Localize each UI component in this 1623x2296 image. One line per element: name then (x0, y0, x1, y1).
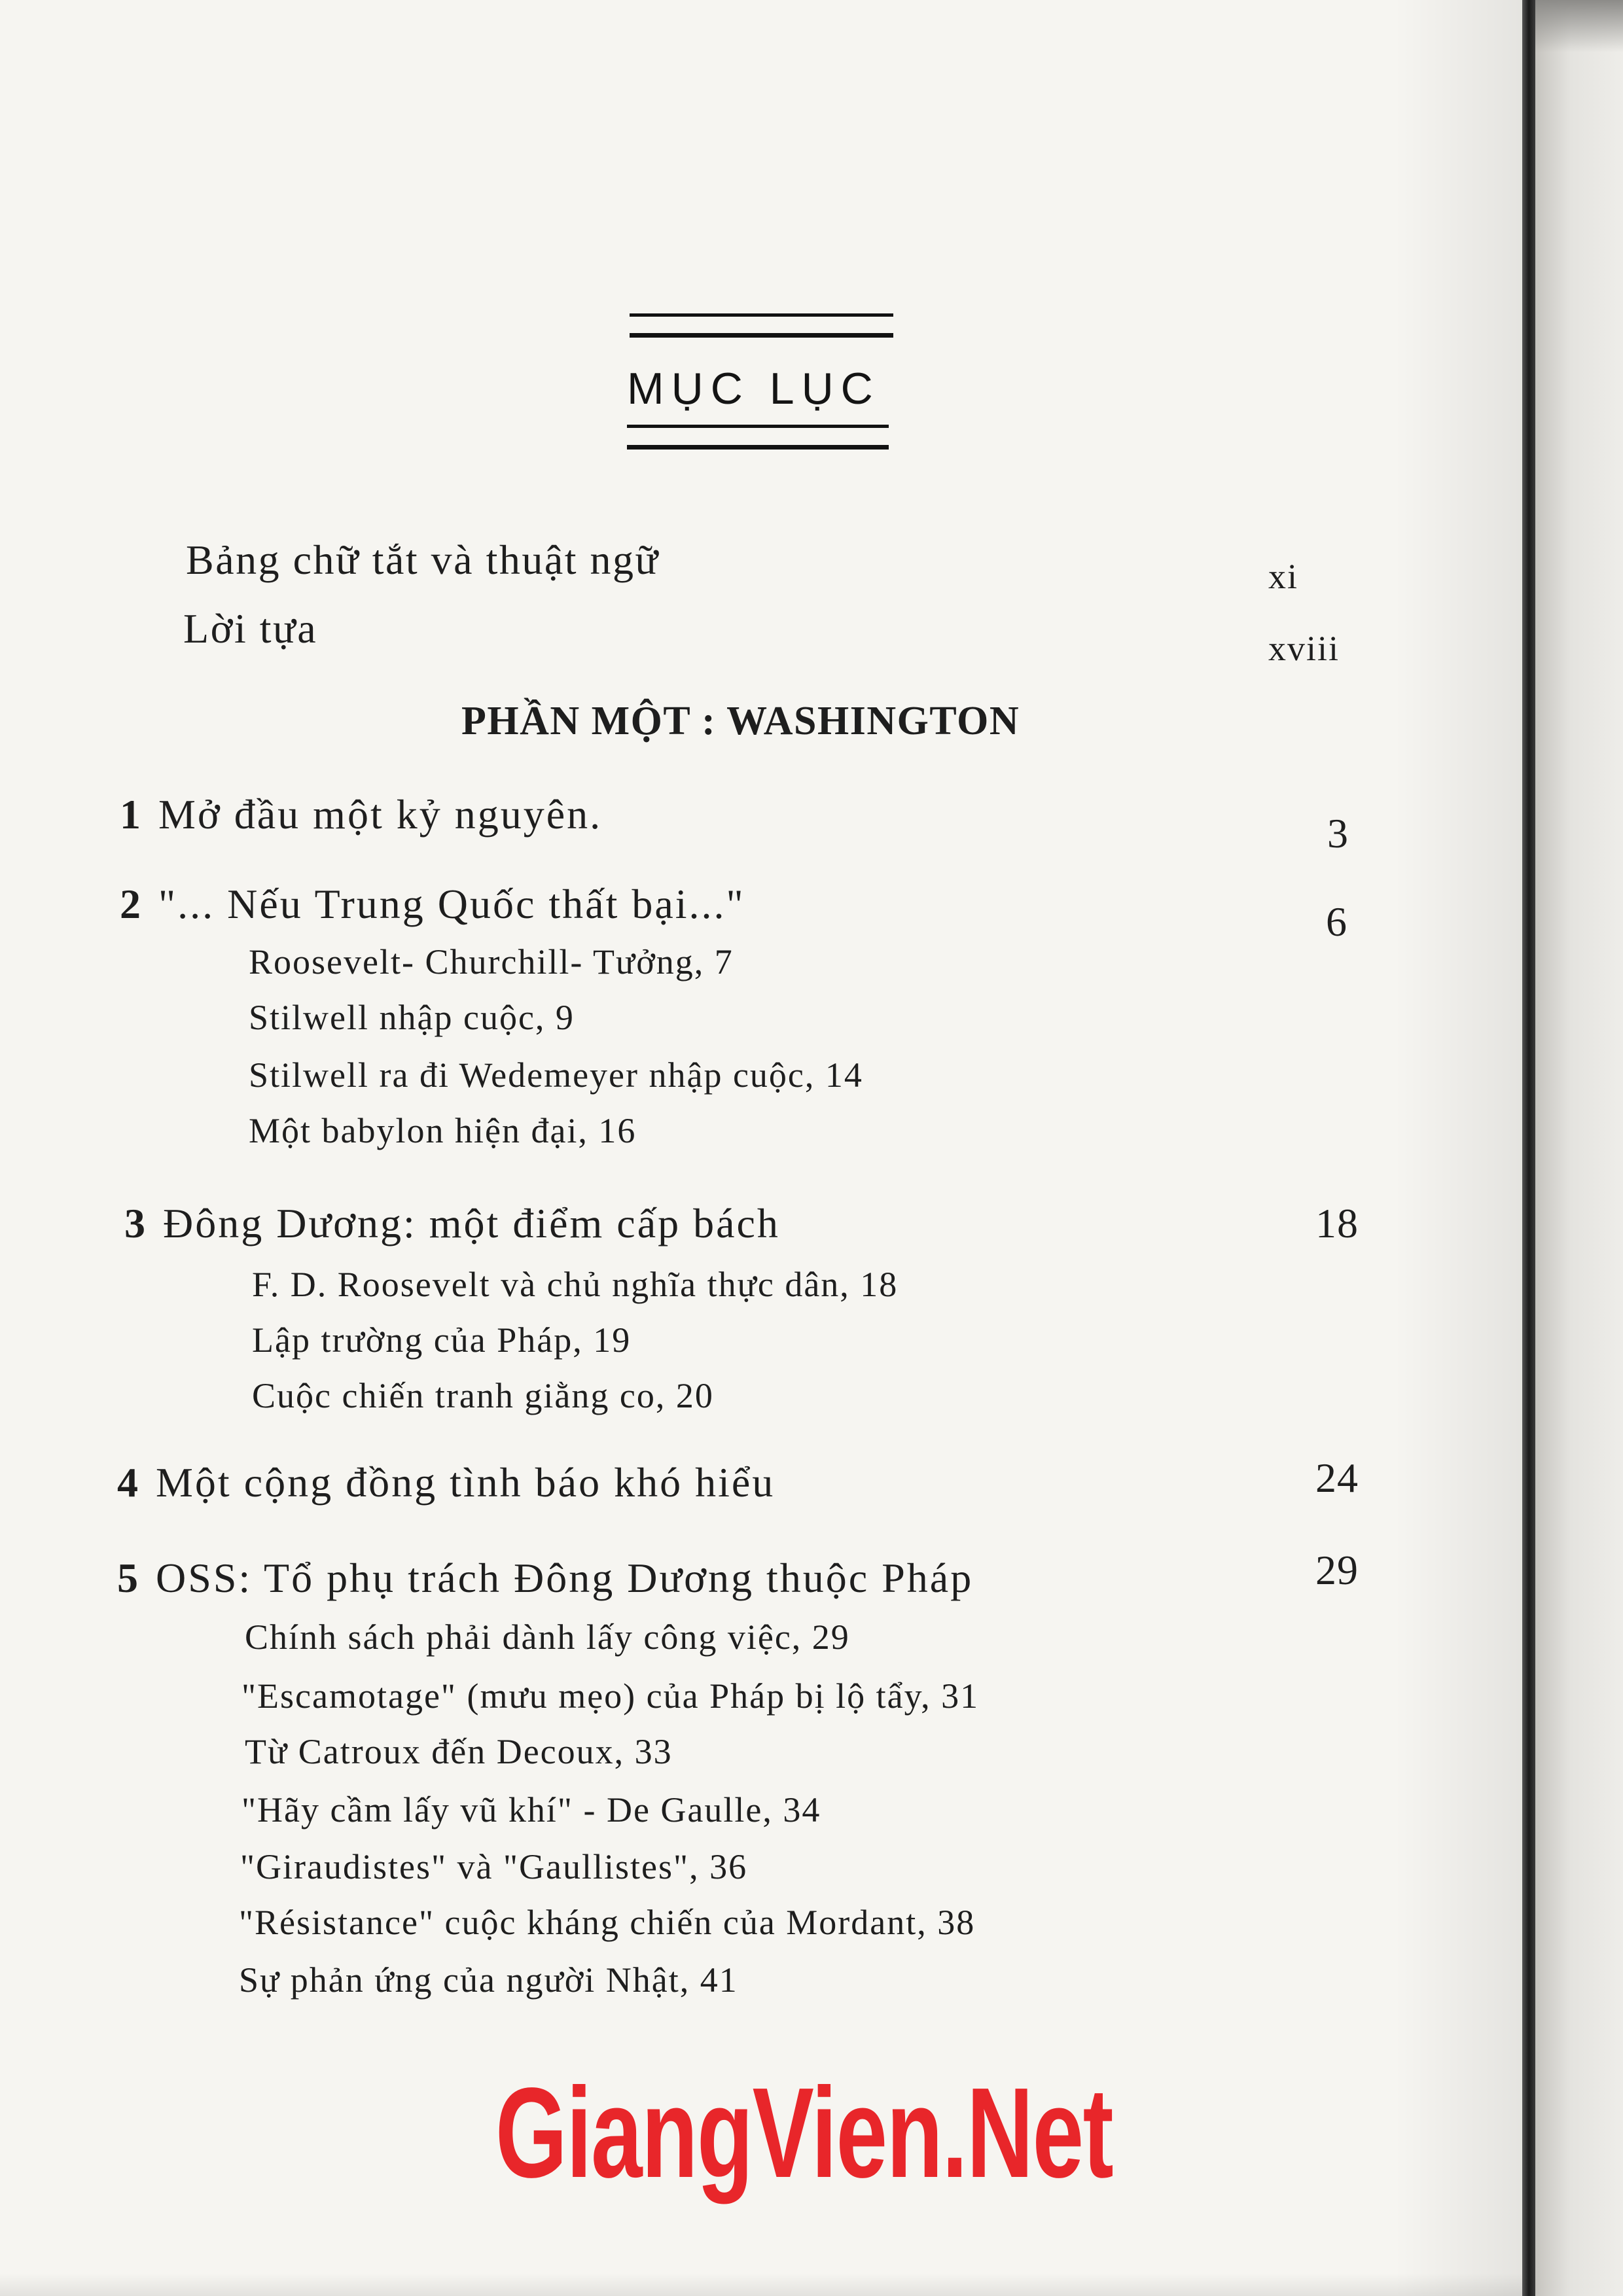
section-entry: Stilwell nhập cuộc, 9 (249, 998, 575, 1037)
section-entry: Một babylon hiện đại, 16 (249, 1111, 637, 1150)
section-entry: "Résistance" cuộc kháng chiến của Mordant, 38 (239, 1903, 976, 1942)
chapter-title: "... Nếu Trung Quốc thất bại..." (158, 881, 745, 927)
section-entry: "Giraudistes" và "Gaullistes", 36 (240, 1847, 748, 1886)
section-entry: Sự phản ứng của người Nhật, 41 (239, 1960, 738, 2000)
chapter-page: 18 (1315, 1200, 1359, 1246)
section-entry: Lập trường của Pháp, 19 (252, 1320, 632, 1360)
section-entry: F. D. Roosevelt và chủ nghĩa thực dân, 18 (252, 1265, 899, 1304)
section-entry: Từ Catroux đến Decoux, 33 (245, 1732, 673, 1771)
toc-title: MỤC LỤC (627, 364, 880, 414)
chapter-number: 1 (120, 791, 143, 838)
chapter-entry (120, 883, 745, 925)
title-rule-bottom-thick (627, 445, 889, 450)
chapter-entry (120, 791, 603, 838)
chapter-number: 2 (120, 881, 143, 927)
page-corner-shadow (1535, 0, 1623, 52)
chapter-title: Mở đầu một kỷ nguyên. (158, 791, 603, 838)
chapter-title: OSS: Tổ phụ trách Đông Dương thuộc Pháp (156, 1555, 974, 1601)
chapter-page: 29 (1315, 1547, 1359, 1593)
chapter-entry (117, 1459, 776, 1506)
chapter-page: 6 (1326, 898, 1347, 945)
title-rule-bottom-thin (627, 425, 889, 428)
title-rule-top-thin (630, 313, 893, 317)
section-entry: Chính sách phải dành lấy công việc, 29 (245, 1617, 850, 1657)
section-entry: Stilwell ra đi Wedemeyer nhập cuộc, 14 (249, 1055, 863, 1095)
title-rule-top-thick (630, 333, 893, 338)
front-matter-page: xviii (1268, 629, 1340, 668)
page-binding-edge (1522, 0, 1535, 2296)
chapter-number: 5 (117, 1555, 140, 1601)
page-curvature-shadow (1394, 0, 1522, 2296)
page-outer-margin (1535, 0, 1623, 2296)
section-entry: Cuộc chiến tranh giằng co, 20 (252, 1376, 714, 1415)
chapter-title: Đông Dương: một điểm cấp bách (163, 1200, 780, 1246)
front-matter-page: xi (1268, 557, 1299, 596)
chapter-number: 4 (117, 1459, 140, 1506)
section-entry: "Hãy cầm lấy vũ khí" - De Gaulle, 34 (241, 1790, 821, 1829)
part-heading: PHẦN MỘT : WASHINGTON (461, 699, 1020, 743)
chapter-page: 24 (1315, 1455, 1359, 1501)
front-matter-label: Bảng chữ tắt và thuật ngữ (186, 537, 660, 583)
chapter-title: Một cộng đồng tình báo khó hiểu (156, 1459, 776, 1506)
chapter-number: 3 (124, 1200, 147, 1246)
chapter-entry (124, 1200, 780, 1246)
section-entry: Roosevelt- Churchill- Tưởng, 7 (249, 942, 734, 981)
page-bottom-edge (0, 2273, 1522, 2296)
watermark-text: GiangVien.Net (495, 2061, 1113, 2204)
chapter-entry (117, 1557, 973, 1599)
chapter-page: 3 (1327, 810, 1349, 857)
front-matter-label: Lời tựa (183, 605, 318, 652)
section-entry: "Escamotage" (mưu mẹo) của Pháp bị lộ tẩy, 31 (241, 1676, 980, 1716)
